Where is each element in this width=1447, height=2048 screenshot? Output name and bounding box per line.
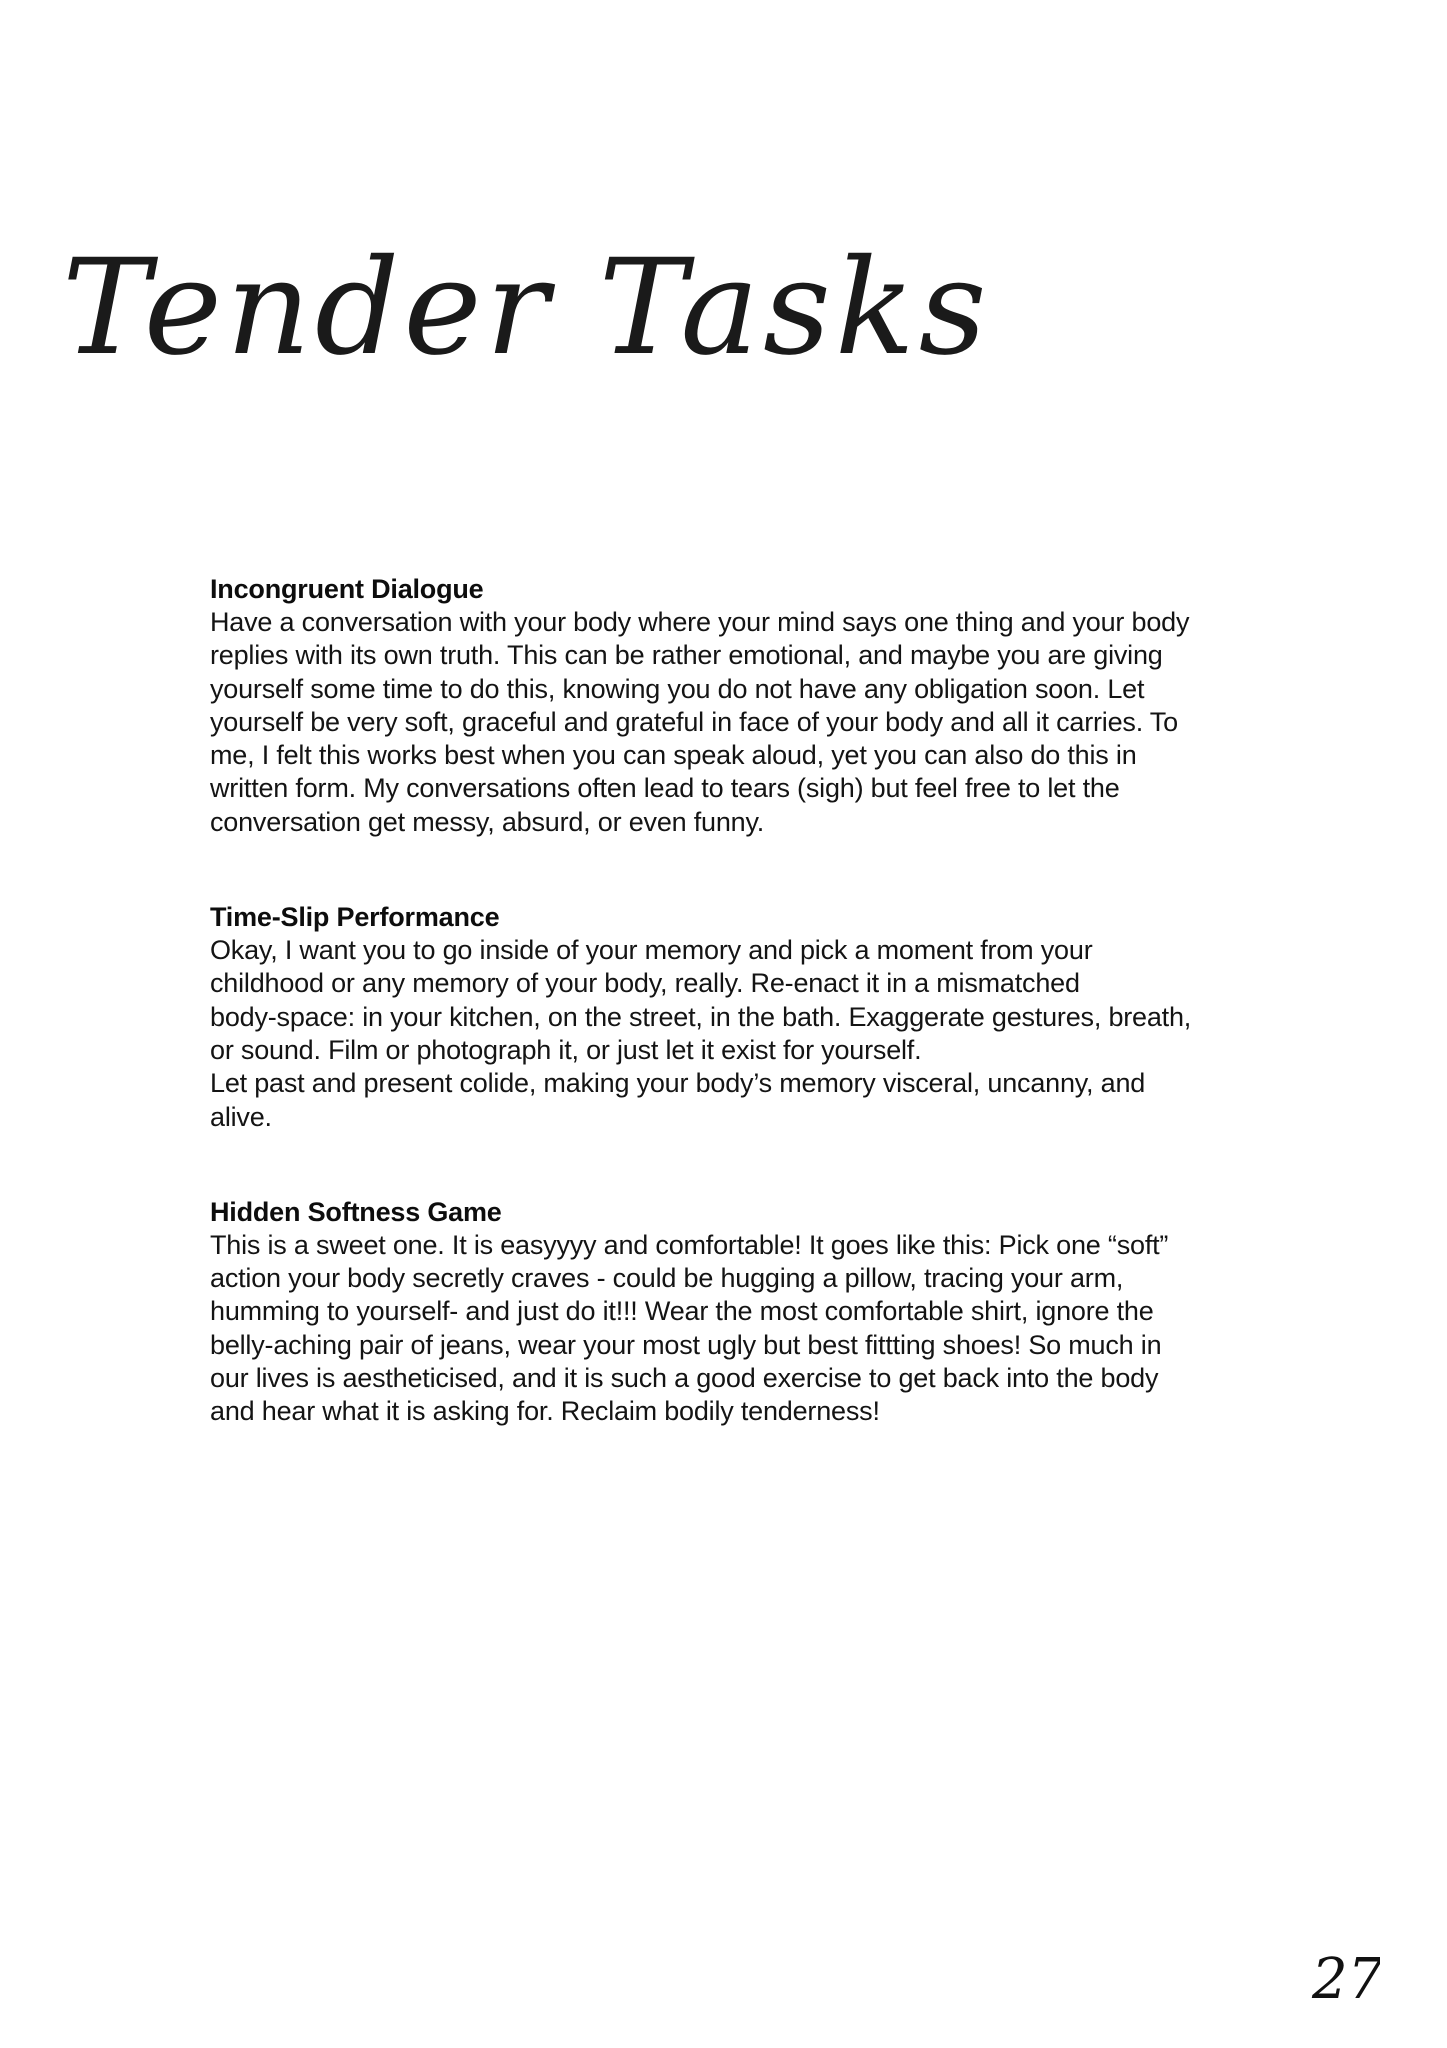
task-section (210, 901, 1260, 1134)
handwritten-title (62, 225, 991, 405)
task-heading: Hidden Softness Game (210, 1196, 502, 1227)
handwritten-page-number (1310, 1940, 1380, 2010)
task-section (210, 573, 1260, 839)
page-number-text: 27 (1312, 1947, 1380, 2010)
task-heading: Time-Slip Performance (210, 902, 500, 933)
task-body: Okay, I want you to go inside of your memory and pick a moment from your childhood or any memory of your body, really. Re-enact it in a mismatched body-space: in your kitchen, on the street, in the bath. Exaggerate gestures, breath, or sound. Film or photograph it, or just let it exist for yourself. Let past and present colide, making your body’s memory visceral, uncanny, and alive. (210, 935, 1192, 1132)
task-body: This is a sweet one. It is easyyyy and comfortable! It goes like this: Pick one “soft” action your body secretly craves - could be hugging a pillow, tracing your arm, humming to yourself- and just do it!!! Wear the most comfortable shirt, ignore the belly-aching pair of jeans, wear your most ugly but best fittting shoes! So much in our lives is aestheticised, and it is such a good exercise to get back into the body and hear what it is asking for. Reclaim bodily tenderness! (210, 1229, 1169, 1427)
page-number (1310, 1940, 1380, 2010)
title-text: Tender Tasks (62, 231, 991, 385)
task-body: Have a conversation with your body where your mind says one thing and your body replies with its own truth. This can be rather emotional, and maybe you are giving yourself some time to do this, knowing you do not have any obligation soon. Let yourself be very soft, graceful and grateful in face of your body and all it carries. To me, I felt this works best when you can speak aloud, yet you can also do this in written form. My conversations often lead to tears (sigh) but feel free to let the conversation get messy, absurd, or even funny. (210, 607, 1190, 837)
task-section (210, 1196, 1260, 1429)
task-heading: Incongruent Dialogue (210, 574, 484, 604)
tasks-list (210, 573, 1260, 1491)
page-title (62, 225, 991, 405)
